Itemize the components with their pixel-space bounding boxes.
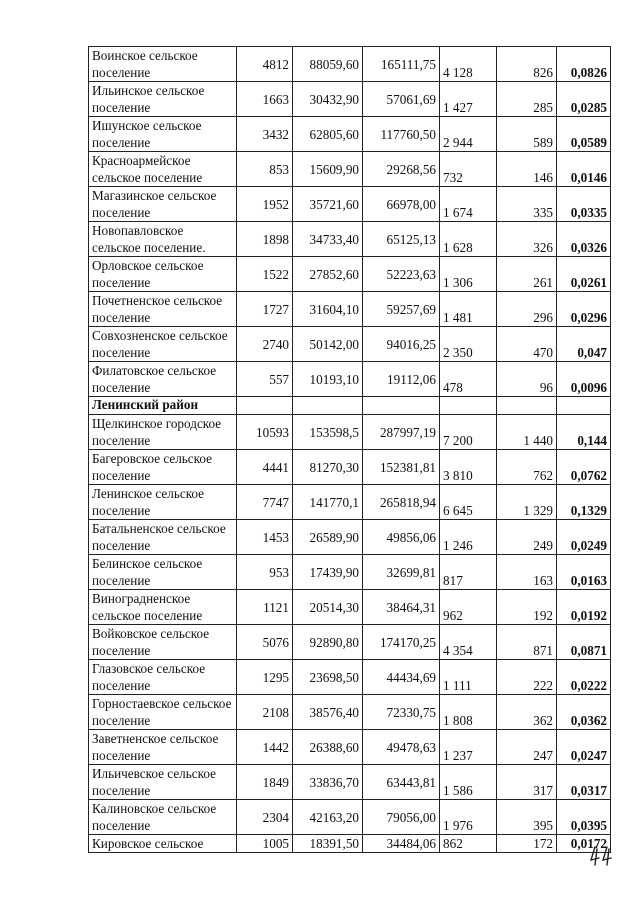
share-count-cell: 395 bbox=[497, 800, 557, 835]
table-row bbox=[89, 520, 611, 555]
settlement-name: Почетненское сельское поселение bbox=[89, 292, 237, 327]
total-cell: 49478,63 bbox=[363, 730, 440, 765]
settlement-name: Ишунское сельское поселение bbox=[89, 117, 237, 152]
count-cell: 732 bbox=[440, 152, 497, 187]
population-cell: 3432 bbox=[237, 117, 293, 152]
population-cell: 1453 bbox=[237, 520, 293, 555]
coefficient-cell: 0,1329 bbox=[557, 485, 611, 520]
total-cell: 34484,06 bbox=[363, 835, 440, 853]
count-cell: 817 bbox=[440, 555, 497, 590]
share-count-cell: 762 bbox=[497, 450, 557, 485]
share-count-cell: 249 bbox=[497, 520, 557, 555]
coefficient-cell: 0,0096 bbox=[557, 362, 611, 397]
coefficient-cell: 0,047 bbox=[557, 327, 611, 362]
population-cell: 953 bbox=[237, 555, 293, 590]
settlement-name: Ильинское сельское поселение bbox=[89, 82, 237, 117]
amount-cell: 26589,90 bbox=[293, 520, 363, 555]
total-cell: 174170,25 bbox=[363, 625, 440, 660]
table-row bbox=[89, 47, 611, 82]
total-cell: 287997,19 bbox=[363, 415, 440, 450]
table-row bbox=[89, 800, 611, 835]
settlement-name: Магазинское сельское поселение bbox=[89, 187, 237, 222]
table-row bbox=[89, 152, 611, 187]
table-body bbox=[89, 47, 611, 853]
amount-cell: 27852,60 bbox=[293, 257, 363, 292]
share-count-cell: 317 bbox=[497, 765, 557, 800]
total-cell: 79056,00 bbox=[363, 800, 440, 835]
coefficient-cell: 0,0296 bbox=[557, 292, 611, 327]
amount-cell: 62805,60 bbox=[293, 117, 363, 152]
settlement-name: Кировское сельское bbox=[89, 835, 237, 853]
share-count-cell: 826 bbox=[497, 47, 557, 82]
total-cell: 38464,31 bbox=[363, 590, 440, 625]
table-row bbox=[89, 555, 611, 590]
table-row bbox=[89, 730, 611, 765]
share-count-cell: 192 bbox=[497, 590, 557, 625]
count-cell: 2 944 bbox=[440, 117, 497, 152]
amount-cell: 92890,80 bbox=[293, 625, 363, 660]
section-header-row bbox=[89, 397, 611, 415]
empty-cell bbox=[497, 397, 557, 415]
count-cell: 1 111 bbox=[440, 660, 497, 695]
settlement-name: Филатовское сельское поселение bbox=[89, 362, 237, 397]
total-cell: 29268,56 bbox=[363, 152, 440, 187]
share-count-cell: 589 bbox=[497, 117, 557, 152]
table-row bbox=[89, 695, 611, 730]
share-count-cell: 1 440 bbox=[497, 415, 557, 450]
population-cell: 4812 bbox=[237, 47, 293, 82]
count-cell: 1 586 bbox=[440, 765, 497, 800]
table-row bbox=[89, 187, 611, 222]
population-cell: 1005 bbox=[237, 835, 293, 853]
settlement-name: Ильичевское сельское поселение bbox=[89, 765, 237, 800]
total-cell: 19112,06 bbox=[363, 362, 440, 397]
population-cell: 1522 bbox=[237, 257, 293, 292]
settlement-name: Щелкинское городское поселение bbox=[89, 415, 237, 450]
amount-cell: 141770,1 bbox=[293, 485, 363, 520]
table-row bbox=[89, 362, 611, 397]
share-count-cell: 146 bbox=[497, 152, 557, 187]
share-count-cell: 335 bbox=[497, 187, 557, 222]
share-count-cell: 326 bbox=[497, 222, 557, 257]
coefficient-cell: 0,0146 bbox=[557, 152, 611, 187]
empty-cell bbox=[293, 397, 363, 415]
amount-cell: 20514,30 bbox=[293, 590, 363, 625]
empty-cell bbox=[557, 397, 611, 415]
settlement-name: Виноградненское сельское поселение bbox=[89, 590, 237, 625]
table-row bbox=[89, 590, 611, 625]
count-cell: 1 237 bbox=[440, 730, 497, 765]
count-cell: 4 354 bbox=[440, 625, 497, 660]
coefficient-cell: 0,0261 bbox=[557, 257, 611, 292]
total-cell: 117760,50 bbox=[363, 117, 440, 152]
share-count-cell: 96 bbox=[497, 362, 557, 397]
total-cell: 265818,94 bbox=[363, 485, 440, 520]
table-row bbox=[89, 257, 611, 292]
settlement-name: Горностаевское сельское поселение bbox=[89, 695, 237, 730]
coefficient-cell: 0,0249 bbox=[557, 520, 611, 555]
table-row bbox=[89, 327, 611, 362]
count-cell: 1 976 bbox=[440, 800, 497, 835]
count-cell: 962 bbox=[440, 590, 497, 625]
count-cell: 1 674 bbox=[440, 187, 497, 222]
amount-cell: 50142,00 bbox=[293, 327, 363, 362]
population-cell: 5076 bbox=[237, 625, 293, 660]
table-row bbox=[89, 485, 611, 520]
share-count-cell: 172 bbox=[497, 835, 557, 853]
coefficient-cell: 0,0192 bbox=[557, 590, 611, 625]
count-cell: 7 200 bbox=[440, 415, 497, 450]
total-cell: 65125,13 bbox=[363, 222, 440, 257]
share-count-cell: 1 329 bbox=[497, 485, 557, 520]
coefficient-cell: 0,0222 bbox=[557, 660, 611, 695]
settlement-name: Войковское сельское поселение bbox=[89, 625, 237, 660]
amount-cell: 17439,90 bbox=[293, 555, 363, 590]
table-row bbox=[89, 292, 611, 327]
table-row bbox=[89, 415, 611, 450]
handwritten-page-mark bbox=[589, 845, 615, 867]
count-cell: 6 645 bbox=[440, 485, 497, 520]
share-count-cell: 222 bbox=[497, 660, 557, 695]
share-count-cell: 470 bbox=[497, 327, 557, 362]
total-cell: 49856,06 bbox=[363, 520, 440, 555]
population-cell: 1295 bbox=[237, 660, 293, 695]
population-cell: 557 bbox=[237, 362, 293, 397]
amount-cell: 23698,50 bbox=[293, 660, 363, 695]
share-count-cell: 247 bbox=[497, 730, 557, 765]
empty-cell bbox=[363, 397, 440, 415]
population-cell: 1442 bbox=[237, 730, 293, 765]
count-cell: 1 808 bbox=[440, 695, 497, 730]
coefficient-cell: 0,144 bbox=[557, 415, 611, 450]
table-row bbox=[89, 660, 611, 695]
settlement-name: Новопавловское сельское поселение. bbox=[89, 222, 237, 257]
coefficient-cell: 0,0589 bbox=[557, 117, 611, 152]
settlement-name: Красноармейское сельское поселение bbox=[89, 152, 237, 187]
amount-cell: 35721,60 bbox=[293, 187, 363, 222]
count-cell: 478 bbox=[440, 362, 497, 397]
total-cell: 57061,69 bbox=[363, 82, 440, 117]
count-cell: 4 128 bbox=[440, 47, 497, 82]
count-cell: 2 350 bbox=[440, 327, 497, 362]
table-row bbox=[89, 117, 611, 152]
coefficient-cell: 0,0762 bbox=[557, 450, 611, 485]
total-cell: 44434,69 bbox=[363, 660, 440, 695]
total-cell: 72330,75 bbox=[363, 695, 440, 730]
empty-cell bbox=[237, 397, 293, 415]
count-cell: 3 810 bbox=[440, 450, 497, 485]
amount-cell: 42163,20 bbox=[293, 800, 363, 835]
coefficient-cell: 0,0247 bbox=[557, 730, 611, 765]
settlement-name: Белинское сельское поселение bbox=[89, 555, 237, 590]
amount-cell: 26388,60 bbox=[293, 730, 363, 765]
total-cell: 63443,81 bbox=[363, 765, 440, 800]
total-cell: 59257,69 bbox=[363, 292, 440, 327]
count-cell: 862 bbox=[440, 835, 497, 853]
table-row bbox=[89, 450, 611, 485]
population-cell: 1121 bbox=[237, 590, 293, 625]
amount-cell: 33836,70 bbox=[293, 765, 363, 800]
table-row bbox=[89, 765, 611, 800]
share-count-cell: 871 bbox=[497, 625, 557, 660]
settlement-name: Батальненское сельское поселение bbox=[89, 520, 237, 555]
population-cell: 7747 bbox=[237, 485, 293, 520]
settlement-name: Багеровское сельское поселение bbox=[89, 450, 237, 485]
amount-cell: 18391,50 bbox=[293, 835, 363, 853]
coefficient-cell: 0,0335 bbox=[557, 187, 611, 222]
share-count-cell: 163 bbox=[497, 555, 557, 590]
coefficient-cell: 0,0395 bbox=[557, 800, 611, 835]
settlement-name: Совхозненское сельское поселение bbox=[89, 327, 237, 362]
population-cell: 4441 bbox=[237, 450, 293, 485]
share-count-cell: 296 bbox=[497, 292, 557, 327]
settlement-name: Воинское сельское поселение bbox=[89, 47, 237, 82]
coefficient-cell: 0,0826 bbox=[557, 47, 611, 82]
count-cell: 1 246 bbox=[440, 520, 497, 555]
total-cell: 94016,25 bbox=[363, 327, 440, 362]
district-name: Ленинский район bbox=[89, 397, 237, 415]
population-cell: 2304 bbox=[237, 800, 293, 835]
count-cell: 1 481 bbox=[440, 292, 497, 327]
table-row bbox=[89, 835, 611, 853]
count-cell: 1 306 bbox=[440, 257, 497, 292]
population-cell: 1663 bbox=[237, 82, 293, 117]
amount-cell: 15609,90 bbox=[293, 152, 363, 187]
settlement-name: Калиновское сельское поселение bbox=[89, 800, 237, 835]
coefficient-cell: 0,0172 bbox=[557, 835, 611, 853]
empty-cell bbox=[440, 397, 497, 415]
amount-cell: 38576,40 bbox=[293, 695, 363, 730]
share-count-cell: 362 bbox=[497, 695, 557, 730]
table-row bbox=[89, 222, 611, 257]
share-count-cell: 261 bbox=[497, 257, 557, 292]
population-cell: 10593 bbox=[237, 415, 293, 450]
settlement-name: Глазовское сельское поселение bbox=[89, 660, 237, 695]
population-cell: 1952 bbox=[237, 187, 293, 222]
coefficient-cell: 0,0871 bbox=[557, 625, 611, 660]
population-cell: 1849 bbox=[237, 765, 293, 800]
coefficient-cell: 0,0326 bbox=[557, 222, 611, 257]
amount-cell: 88059,60 bbox=[293, 47, 363, 82]
count-cell: 1 427 bbox=[440, 82, 497, 117]
table-row bbox=[89, 625, 611, 660]
amount-cell: 31604,10 bbox=[293, 292, 363, 327]
coefficient-cell: 0,0317 bbox=[557, 765, 611, 800]
coefficient-cell: 0,0362 bbox=[557, 695, 611, 730]
share-count-cell: 285 bbox=[497, 82, 557, 117]
population-cell: 1898 bbox=[237, 222, 293, 257]
total-cell: 152381,81 bbox=[363, 450, 440, 485]
settlement-name: Заветненское сельское поселение bbox=[89, 730, 237, 765]
population-cell: 2108 bbox=[237, 695, 293, 730]
settlements-table bbox=[88, 46, 611, 853]
total-cell: 165111,75 bbox=[363, 47, 440, 82]
table-row bbox=[89, 82, 611, 117]
count-cell: 1 628 bbox=[440, 222, 497, 257]
amount-cell: 81270,30 bbox=[293, 450, 363, 485]
total-cell: 52223,63 bbox=[363, 257, 440, 292]
amount-cell: 34733,40 bbox=[293, 222, 363, 257]
total-cell: 32699,81 bbox=[363, 555, 440, 590]
amount-cell: 30432,90 bbox=[293, 82, 363, 117]
settlement-name: Орловское сельское поселение bbox=[89, 257, 237, 292]
population-cell: 853 bbox=[237, 152, 293, 187]
total-cell: 66978,00 bbox=[363, 187, 440, 222]
amount-cell: 10193,10 bbox=[293, 362, 363, 397]
amount-cell: 153598,5 bbox=[293, 415, 363, 450]
coefficient-cell: 0,0285 bbox=[557, 82, 611, 117]
settlement-name: Ленинское сельское поселение bbox=[89, 485, 237, 520]
population-cell: 2740 bbox=[237, 327, 293, 362]
population-cell: 1727 bbox=[237, 292, 293, 327]
coefficient-cell: 0,0163 bbox=[557, 555, 611, 590]
